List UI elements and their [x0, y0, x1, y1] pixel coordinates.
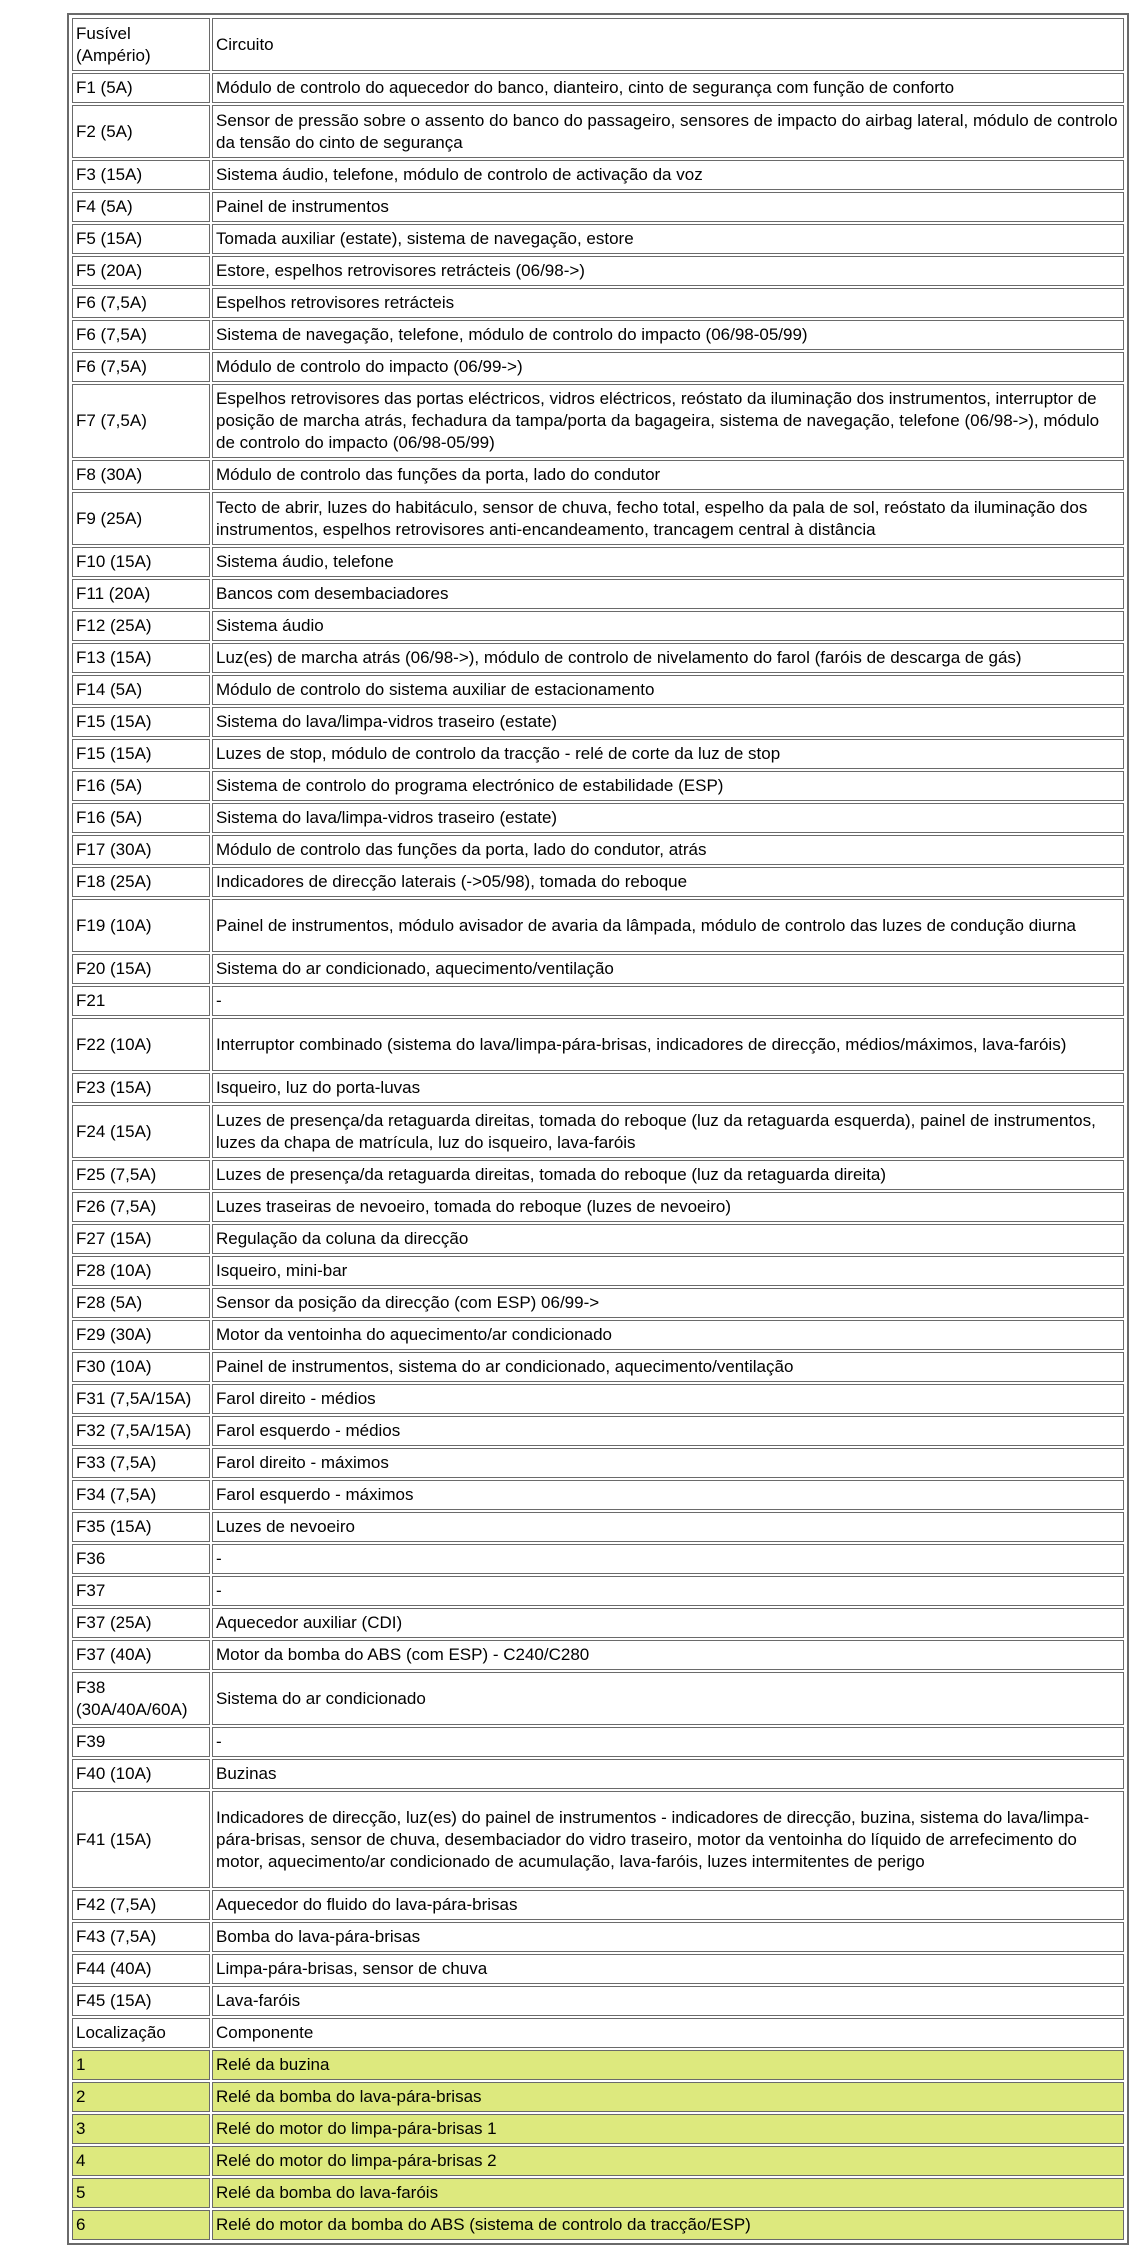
- circuit-cell: Buzinas: [212, 1759, 1124, 1789]
- circuit-cell: Sensor da posição da direcção (com ESP) 06/99->: [212, 1288, 1124, 1318]
- table-row: [72, 320, 1124, 350]
- circuit-cell: Motor da bomba do ABS (com ESP) - C240/C280: [212, 1640, 1124, 1670]
- table-row: [72, 1954, 1124, 1984]
- table-row: [72, 1512, 1124, 1542]
- table-row: [72, 73, 1124, 103]
- fuse-cell: F13 (15A): [72, 643, 210, 673]
- relay-location-cell: 1: [72, 2050, 210, 2080]
- fuse-cell: F6 (7,5A): [72, 352, 210, 382]
- circuit-cell: Luzes traseiras de nevoeiro, tomada do reboque (luzes de nevoeiro): [212, 1192, 1124, 1222]
- table-row: [72, 643, 1124, 673]
- relay-component-cell: Relé da bomba do lava-faróis: [212, 2178, 1124, 2208]
- circuit-cell: Isqueiro, mini-bar: [212, 1256, 1124, 1286]
- table-row: [72, 739, 1124, 769]
- fuse-cell: F10 (15A): [72, 547, 210, 577]
- circuit-cell: Luzes de stop, módulo de controlo da tracção - relé de corte da luz de stop: [212, 739, 1124, 769]
- fuse-cell: F22 (10A): [72, 1018, 210, 1071]
- circuit-cell: Farol direito - máximos: [212, 1448, 1124, 1478]
- table-row: [72, 771, 1124, 801]
- fuse-cell: F43 (7,5A): [72, 1922, 210, 1952]
- table-row: [72, 707, 1124, 737]
- fuse-cell: F39: [72, 1727, 210, 1757]
- table-row: [72, 579, 1124, 609]
- table-row: [72, 1256, 1124, 1286]
- table-row: [72, 867, 1124, 897]
- relay-header-row: [72, 2018, 1124, 2048]
- fuse-cell: F16 (5A): [72, 803, 210, 833]
- table-row: [72, 1352, 1124, 1382]
- fuse-cell: F15 (15A): [72, 707, 210, 737]
- fuse-cell: F16 (5A): [72, 771, 210, 801]
- fuse-cell: F15 (15A): [72, 739, 210, 769]
- relay-component-cell: Relé do motor do limpa-pára-brisas 1: [212, 2114, 1124, 2144]
- table-row: [72, 1416, 1124, 1446]
- circuit-cell: Sistema do lava/limpa-vidros traseiro (estate): [212, 707, 1124, 737]
- fuse-cell: F3 (15A): [72, 160, 210, 190]
- header-circuit: Circuito: [212, 18, 1124, 71]
- header-location: Localização: [72, 2018, 210, 2048]
- circuit-cell: -: [212, 1727, 1124, 1757]
- circuit-cell: Sistema de navegação, telefone, módulo de controlo do impacto (06/98-05/99): [212, 320, 1124, 350]
- fuse-cell: F5 (20A): [72, 256, 210, 286]
- circuit-cell: Bomba do lava-pára-brisas: [212, 1922, 1124, 1952]
- fuse-cell: F29 (30A): [72, 1320, 210, 1350]
- circuit-cell: Módulo de controlo do aquecedor do banco, dianteiro, cinto de segurança com função de conforto: [212, 73, 1124, 103]
- fuse-cell: F6 (7,5A): [72, 320, 210, 350]
- fuse-cell: F31 (7,5A/15A): [72, 1384, 210, 1414]
- circuit-cell: -: [212, 986, 1124, 1016]
- circuit-cell: Aquecedor auxiliar (CDI): [212, 1608, 1124, 1638]
- fuse-cell: F7 (7,5A): [72, 384, 210, 458]
- table-row: [72, 1105, 1124, 1158]
- fuse-cell: F19 (10A): [72, 899, 210, 952]
- circuit-cell: Indicadores de direcção laterais (->05/98), tomada do reboque: [212, 867, 1124, 897]
- circuit-cell: Tomada auxiliar (estate), sistema de navegação, estore: [212, 224, 1124, 254]
- fuse-cell: F1 (5A): [72, 73, 210, 103]
- fuse-cell: F45 (15A): [72, 1986, 210, 2016]
- fuse-cell: F12 (25A): [72, 611, 210, 641]
- relay-row: [72, 2178, 1124, 2208]
- fuse-cell: F44 (40A): [72, 1954, 210, 1984]
- fuse-cell: F34 (7,5A): [72, 1480, 210, 1510]
- fuse-cell: F17 (30A): [72, 835, 210, 865]
- table-row: [72, 1544, 1124, 1574]
- fuse-cell: F37: [72, 1576, 210, 1606]
- circuit-cell: Limpa-pára-brisas, sensor de chuva: [212, 1954, 1124, 1984]
- fuse-cell: F37 (25A): [72, 1608, 210, 1638]
- circuit-cell: Farol esquerdo - médios: [212, 1416, 1124, 1446]
- table-row: [72, 384, 1124, 458]
- fuse-cell: F5 (15A): [72, 224, 210, 254]
- relay-row: [72, 2114, 1124, 2144]
- table-row: [72, 611, 1124, 641]
- table-row: [72, 160, 1124, 190]
- fuse-cell: F11 (20A): [72, 579, 210, 609]
- fuse-cell: F42 (7,5A): [72, 1890, 210, 1920]
- circuit-cell: Módulo de controlo das funções da porta, lado do condutor, atrás: [212, 835, 1124, 865]
- table-row: [72, 1672, 1124, 1725]
- table-row: [72, 224, 1124, 254]
- fuse-cell: F21: [72, 986, 210, 1016]
- table-row: [72, 954, 1124, 984]
- table-row: [72, 1448, 1124, 1478]
- table-row: [72, 105, 1124, 158]
- table-row: [72, 1922, 1124, 1952]
- fuse-cell: F8 (30A): [72, 460, 210, 490]
- circuit-cell: Bancos com desembaciadores: [212, 579, 1124, 609]
- table-row: [72, 1759, 1124, 1789]
- table-row: [72, 1288, 1124, 1318]
- circuit-cell: Sistema áudio, telefone, módulo de controlo de activação da voz: [212, 160, 1124, 190]
- relay-component-cell: Relé do motor da bomba do ABS (sistema de controlo da tracção/ESP): [212, 2210, 1124, 2240]
- relay-location-cell: 2: [72, 2082, 210, 2112]
- circuit-cell: Sistema do lava/limpa-vidros traseiro (estate): [212, 803, 1124, 833]
- table-row: [72, 460, 1124, 490]
- table-row: [72, 1640, 1124, 1670]
- circuit-cell: -: [212, 1544, 1124, 1574]
- circuit-cell: Luzes de presença/da retaguarda direitas, tomada do reboque (luz da retaguarda direita): [212, 1160, 1124, 1190]
- circuit-cell: Espelhos retrovisores das portas eléctricos, vidros eléctricos, reóstato da iluminação dos instrumentos, interruptor de posição de marcha atrás, fechadura da tampa/porta da bagageira, sistema de navegação, telefone (06/98->), módulo de controlo do impacto (06/98-05/99): [212, 384, 1124, 458]
- table-row: [72, 1727, 1124, 1757]
- fuse-table-frame: [67, 13, 1129, 2245]
- relay-component-cell: Relé da bomba do lava-pára-brisas: [212, 2082, 1124, 2112]
- fuse-cell: F9 (25A): [72, 492, 210, 545]
- circuit-cell: Luz(es) de marcha atrás (06/98->), módulo de controlo de nivelamento do farol (faróis de descarga de gás): [212, 643, 1124, 673]
- circuit-cell: Estore, espelhos retrovisores retrácteis (06/98->): [212, 256, 1124, 286]
- circuit-cell: Sistema do ar condicionado, aquecimento/ventilação: [212, 954, 1124, 984]
- circuit-cell: Regulação da coluna da direcção: [212, 1224, 1124, 1254]
- fuse-cell: F27 (15A): [72, 1224, 210, 1254]
- table-row: [72, 492, 1124, 545]
- circuit-cell: Sistema de controlo do programa electrónico de estabilidade (ESP): [212, 771, 1124, 801]
- relay-row: [72, 2082, 1124, 2112]
- circuit-cell: Farol esquerdo - máximos: [212, 1480, 1124, 1510]
- table-row: [72, 1192, 1124, 1222]
- circuit-cell: Luzes de nevoeiro: [212, 1512, 1124, 1542]
- circuit-cell: Módulo de controlo das funções da porta, lado do condutor: [212, 460, 1124, 490]
- fuse-cell: F28 (10A): [72, 1256, 210, 1286]
- relay-component-cell: Relé da buzina: [212, 2050, 1124, 2080]
- circuit-cell: -: [212, 1576, 1124, 1606]
- circuit-cell: Sistema do ar condicionado: [212, 1672, 1124, 1725]
- table-row: [72, 1073, 1124, 1103]
- relay-location-cell: 4: [72, 2146, 210, 2176]
- circuit-cell: Farol direito - médios: [212, 1384, 1124, 1414]
- table-row: [72, 547, 1124, 577]
- relay-location-cell: 3: [72, 2114, 210, 2144]
- fuse-cell: F2 (5A): [72, 105, 210, 158]
- relay-row: [72, 2210, 1124, 2240]
- table-row: [72, 803, 1124, 833]
- circuit-cell: Módulo de controlo do impacto (06/99->): [212, 352, 1124, 382]
- circuit-cell: Espelhos retrovisores retrácteis: [212, 288, 1124, 318]
- fuse-table: [70, 16, 1126, 2242]
- table-row: [72, 1480, 1124, 1510]
- relay-component-cell: Relé do motor do limpa-pára-brisas 2: [212, 2146, 1124, 2176]
- fuse-cell: F24 (15A): [72, 1105, 210, 1158]
- table-row: [72, 1018, 1124, 1071]
- table-row: [72, 192, 1124, 222]
- table-row: [72, 1576, 1124, 1606]
- circuit-cell: Sensor de pressão sobre o assento do banco do passageiro, sensores de impacto do airbag lateral, módulo de controlo da tensão do cinto de segurança: [212, 105, 1124, 158]
- header-component: Componente: [212, 2018, 1124, 2048]
- fuse-cell: F37 (40A): [72, 1640, 210, 1670]
- fuse-cell: F38 (30A/40A/60A): [72, 1672, 210, 1725]
- circuit-cell: Painel de instrumentos, sistema do ar condicionado, aquecimento/ventilação: [212, 1352, 1124, 1382]
- circuit-cell: Aquecedor do fluido do lava-pára-brisas: [212, 1890, 1124, 1920]
- fuse-cell: F32 (7,5A/15A): [72, 1416, 210, 1446]
- fuse-cell: F4 (5A): [72, 192, 210, 222]
- fuse-cell: F40 (10A): [72, 1759, 210, 1789]
- circuit-cell: Sistema áudio, telefone: [212, 547, 1124, 577]
- fuse-cell: F18 (25A): [72, 867, 210, 897]
- table-row: [72, 1384, 1124, 1414]
- circuit-cell: Painel de instrumentos: [212, 192, 1124, 222]
- table-row: [72, 986, 1124, 1016]
- relay-row: [72, 2146, 1124, 2176]
- fuse-cell: F30 (10A): [72, 1352, 210, 1382]
- table-row: [72, 899, 1124, 952]
- table-row: [72, 1890, 1124, 1920]
- fuse-cell: F20 (15A): [72, 954, 210, 984]
- fuse-cell: F28 (5A): [72, 1288, 210, 1318]
- fuse-cell: F36: [72, 1544, 210, 1574]
- header-fuse: Fusível (Ampério): [72, 18, 210, 71]
- table-row: [72, 256, 1124, 286]
- table-row: [72, 1791, 1124, 1888]
- circuit-cell: Motor da ventoinha do aquecimento/ar condicionado: [212, 1320, 1124, 1350]
- table-row: [72, 675, 1124, 705]
- circuit-cell: Indicadores de direcção, luz(es) do painel de instrumentos - indicadores de direcção, buzina, sistema do lava/limpa-pára-brisas, sensor de chuva, desembaciador do vidro traseiro, motor da ventoinha do líquido de arrefecimento do motor, aquecimento/ar condicionado de acumulação, lava-faróis, luzes intermitentes de perigo: [212, 1791, 1124, 1888]
- fuse-cell: F33 (7,5A): [72, 1448, 210, 1478]
- table-row: [72, 1224, 1124, 1254]
- table-row: [72, 1160, 1124, 1190]
- relay-location-cell: 5: [72, 2178, 210, 2208]
- fuse-cell: F14 (5A): [72, 675, 210, 705]
- circuit-cell: Interruptor combinado (sistema do lava/limpa-pára-brisas, indicadores de direcção, médios/máximos, lava-faróis): [212, 1018, 1124, 1071]
- circuit-cell: Painel de instrumentos, módulo avisador de avaria da lâmpada, módulo de controlo das luzes de condução diurna: [212, 899, 1124, 952]
- table-row: [72, 1608, 1124, 1638]
- table-header-row: [72, 18, 1124, 71]
- fuse-cell: F35 (15A): [72, 1512, 210, 1542]
- table-row: [72, 1986, 1124, 2016]
- fuse-cell: F26 (7,5A): [72, 1192, 210, 1222]
- relay-row: [72, 2050, 1124, 2080]
- fuse-cell: F6 (7,5A): [72, 288, 210, 318]
- table-row: [72, 352, 1124, 382]
- table-row: [72, 288, 1124, 318]
- fuse-cell: F25 (7,5A): [72, 1160, 210, 1190]
- circuit-cell: Sistema áudio: [212, 611, 1124, 641]
- table-row: [72, 1320, 1124, 1350]
- circuit-cell: Isqueiro, luz do porta-luvas: [212, 1073, 1124, 1103]
- fuse-cell: F41 (15A): [72, 1791, 210, 1888]
- relay-location-cell: 6: [72, 2210, 210, 2240]
- circuit-cell: Lava-faróis: [212, 1986, 1124, 2016]
- circuit-cell: Luzes de presença/da retaguarda direitas, tomada do reboque (luz da retaguarda esquerda), painel de instrumentos, luzes da chapa de matrícula, luz do isqueiro, lava-faróis: [212, 1105, 1124, 1158]
- table-row: [72, 835, 1124, 865]
- fuse-table-body: [72, 18, 1124, 2240]
- fuse-cell: F23 (15A): [72, 1073, 210, 1103]
- circuit-cell: Tecto de abrir, luzes do habitáculo, sensor de chuva, fecho total, espelho da pala de sol, reóstato da iluminação dos instrumentos, espelhos retrovisores anti-encandeamento, trancagem central à distância: [212, 492, 1124, 545]
- circuit-cell: Módulo de controlo do sistema auxiliar de estacionamento: [212, 675, 1124, 705]
